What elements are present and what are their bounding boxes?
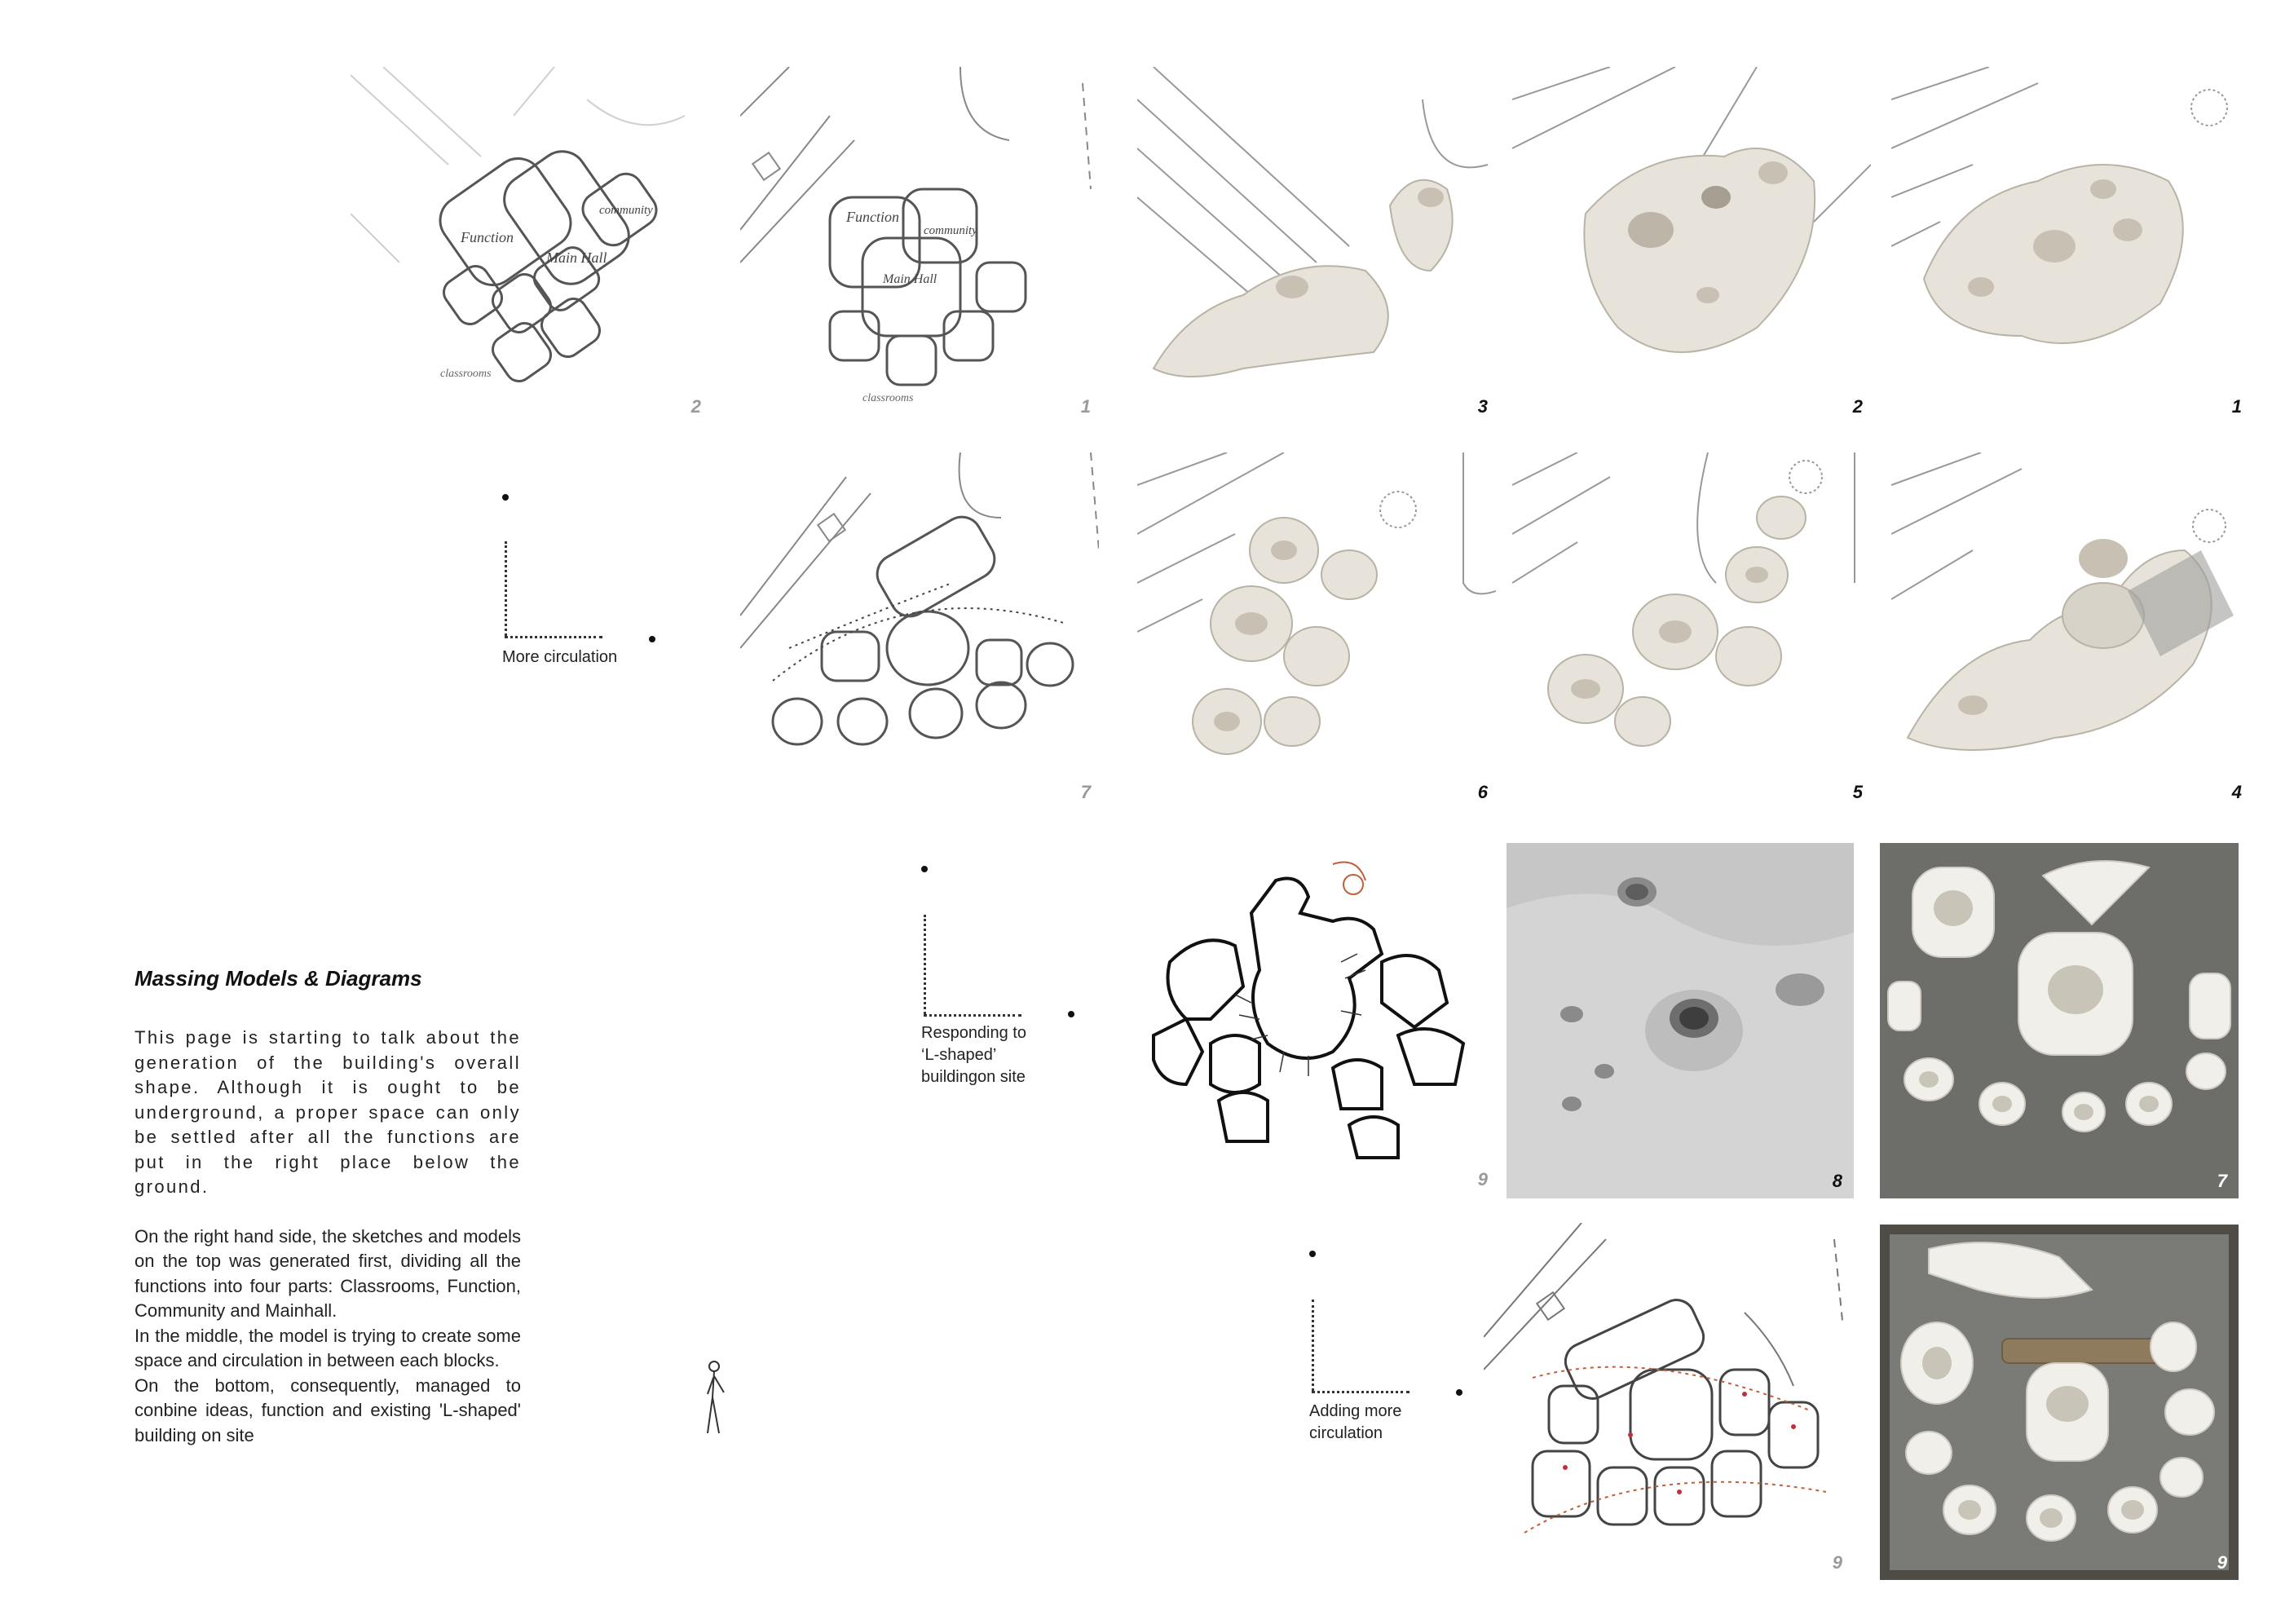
sketch-massing-drawing [351,67,709,426]
model-photo-1 [1891,67,2250,426]
panel-number: 7 [2217,1171,2227,1191]
plan-drawing-9 [1137,840,1496,1198]
description-paragraph: This page is starting to talk about the generation of the building's overall shape. Although it is ought to be underground, a proper space can only be settled after all the functions are put in the right place below the ground. [135,1027,521,1197]
sketch-label-classrooms: classrooms [862,392,914,404]
description-paragraph: On the right hand side, the sketches and models on the top was generated first, dividing all the functions into four parts: Classrooms, Function, Community and Mainhall. [135,1225,521,1321]
panel-number: 3 [1477,396,1488,417]
panel-number: 9 [1477,1169,1488,1189]
clay-model-image [1512,67,1871,426]
sketch-panel-2 [351,67,709,426]
clay-model-image [1137,67,1496,426]
floor-plan-outline [1137,840,1496,1198]
sketch-label-community: community [924,224,977,237]
panel-number: 4 [2231,782,2242,802]
sketch-circulation-drawing [740,452,1099,811]
sketch-label-mainhall: Main Hall [883,272,937,286]
clay-terrain-photo [1507,843,1854,1198]
clay-model-image [1137,452,1496,811]
annotation-more-circulation: More circulation [502,648,618,666]
sketch-panel-1 [740,67,1099,426]
annotation-leader-vertical [924,915,926,1014]
annotation-leader-vertical [505,541,507,636]
clay-model-on-gravel-photo [1880,1225,2239,1580]
human-scale-figure-icon [701,1360,730,1438]
sketch-panel-7 [740,452,1099,811]
sketch-massing-drawing [740,67,1099,426]
sketch-label-function: Function [461,229,514,245]
clay-model-image [1891,452,2250,811]
model-photo-8 [1507,843,1854,1198]
annotation-leader-horizontal [924,1014,1021,1017]
sketch-label-classrooms: classrooms [440,368,492,380]
sketch-label-mainhall: Main Hall [546,249,607,266]
panel-number: 9 [2217,1552,2227,1573]
panel-number: 6 [1477,782,1488,802]
sketch-label-function: Function [846,209,899,225]
annotation-leader-vertical [1312,1300,1314,1391]
clay-model-image [1512,452,1871,811]
sketch-panel-9 [1484,1223,1851,1582]
sketch-combined-plan [1484,1223,1851,1582]
annotation-leader-horizontal [1312,1391,1409,1393]
clay-model-image [1891,67,2250,426]
model-photo-6 [1137,452,1496,811]
annotation-responding: Responding to ‘L-shaped’ buildingon site [921,1024,1026,1086]
panel-number: 1 [1080,396,1091,417]
annotation-adding-circulation: Adding more circulation [1309,1402,1402,1442]
model-photo-7 [1880,843,2239,1198]
model-photo-4 [1891,452,2250,811]
annotation-dot [649,636,655,642]
clay-model-on-gravel-photo [1880,843,2239,1198]
description-paragraph: In the middle, the model is trying to create some space and circulation in between each blocks. [135,1325,521,1370]
annotation-dot [921,866,928,872]
panel-number: 5 [1852,782,1863,802]
panel-number: 1 [2231,396,2242,417]
sketch-label-community: community [599,204,653,217]
model-photo-2 [1512,67,1871,426]
panel-number: 2 [1852,396,1863,417]
panel-number: 7 [1080,782,1091,802]
annotation-dot [1456,1389,1462,1396]
model-photo-5 [1512,452,1871,811]
panel-number: 8 [1832,1171,1842,1191]
description-text [135,1026,521,1448]
annotation-dot [1309,1251,1316,1257]
model-photo-3 [1137,67,1496,426]
annotation-dot [1068,1011,1074,1017]
description-paragraph: On the bottom, consequently, managed to conbine ideas, function and existing 'L-shaped' building on site [135,1375,521,1445]
annotation-leader-horizontal [505,636,602,638]
page-title: Massing Models & Diagrams [135,966,422,991]
model-photo-9 [1880,1225,2239,1580]
annotation-dot [502,494,509,501]
panel-number: 9 [1832,1552,1842,1573]
panel-number: 2 [690,396,701,417]
